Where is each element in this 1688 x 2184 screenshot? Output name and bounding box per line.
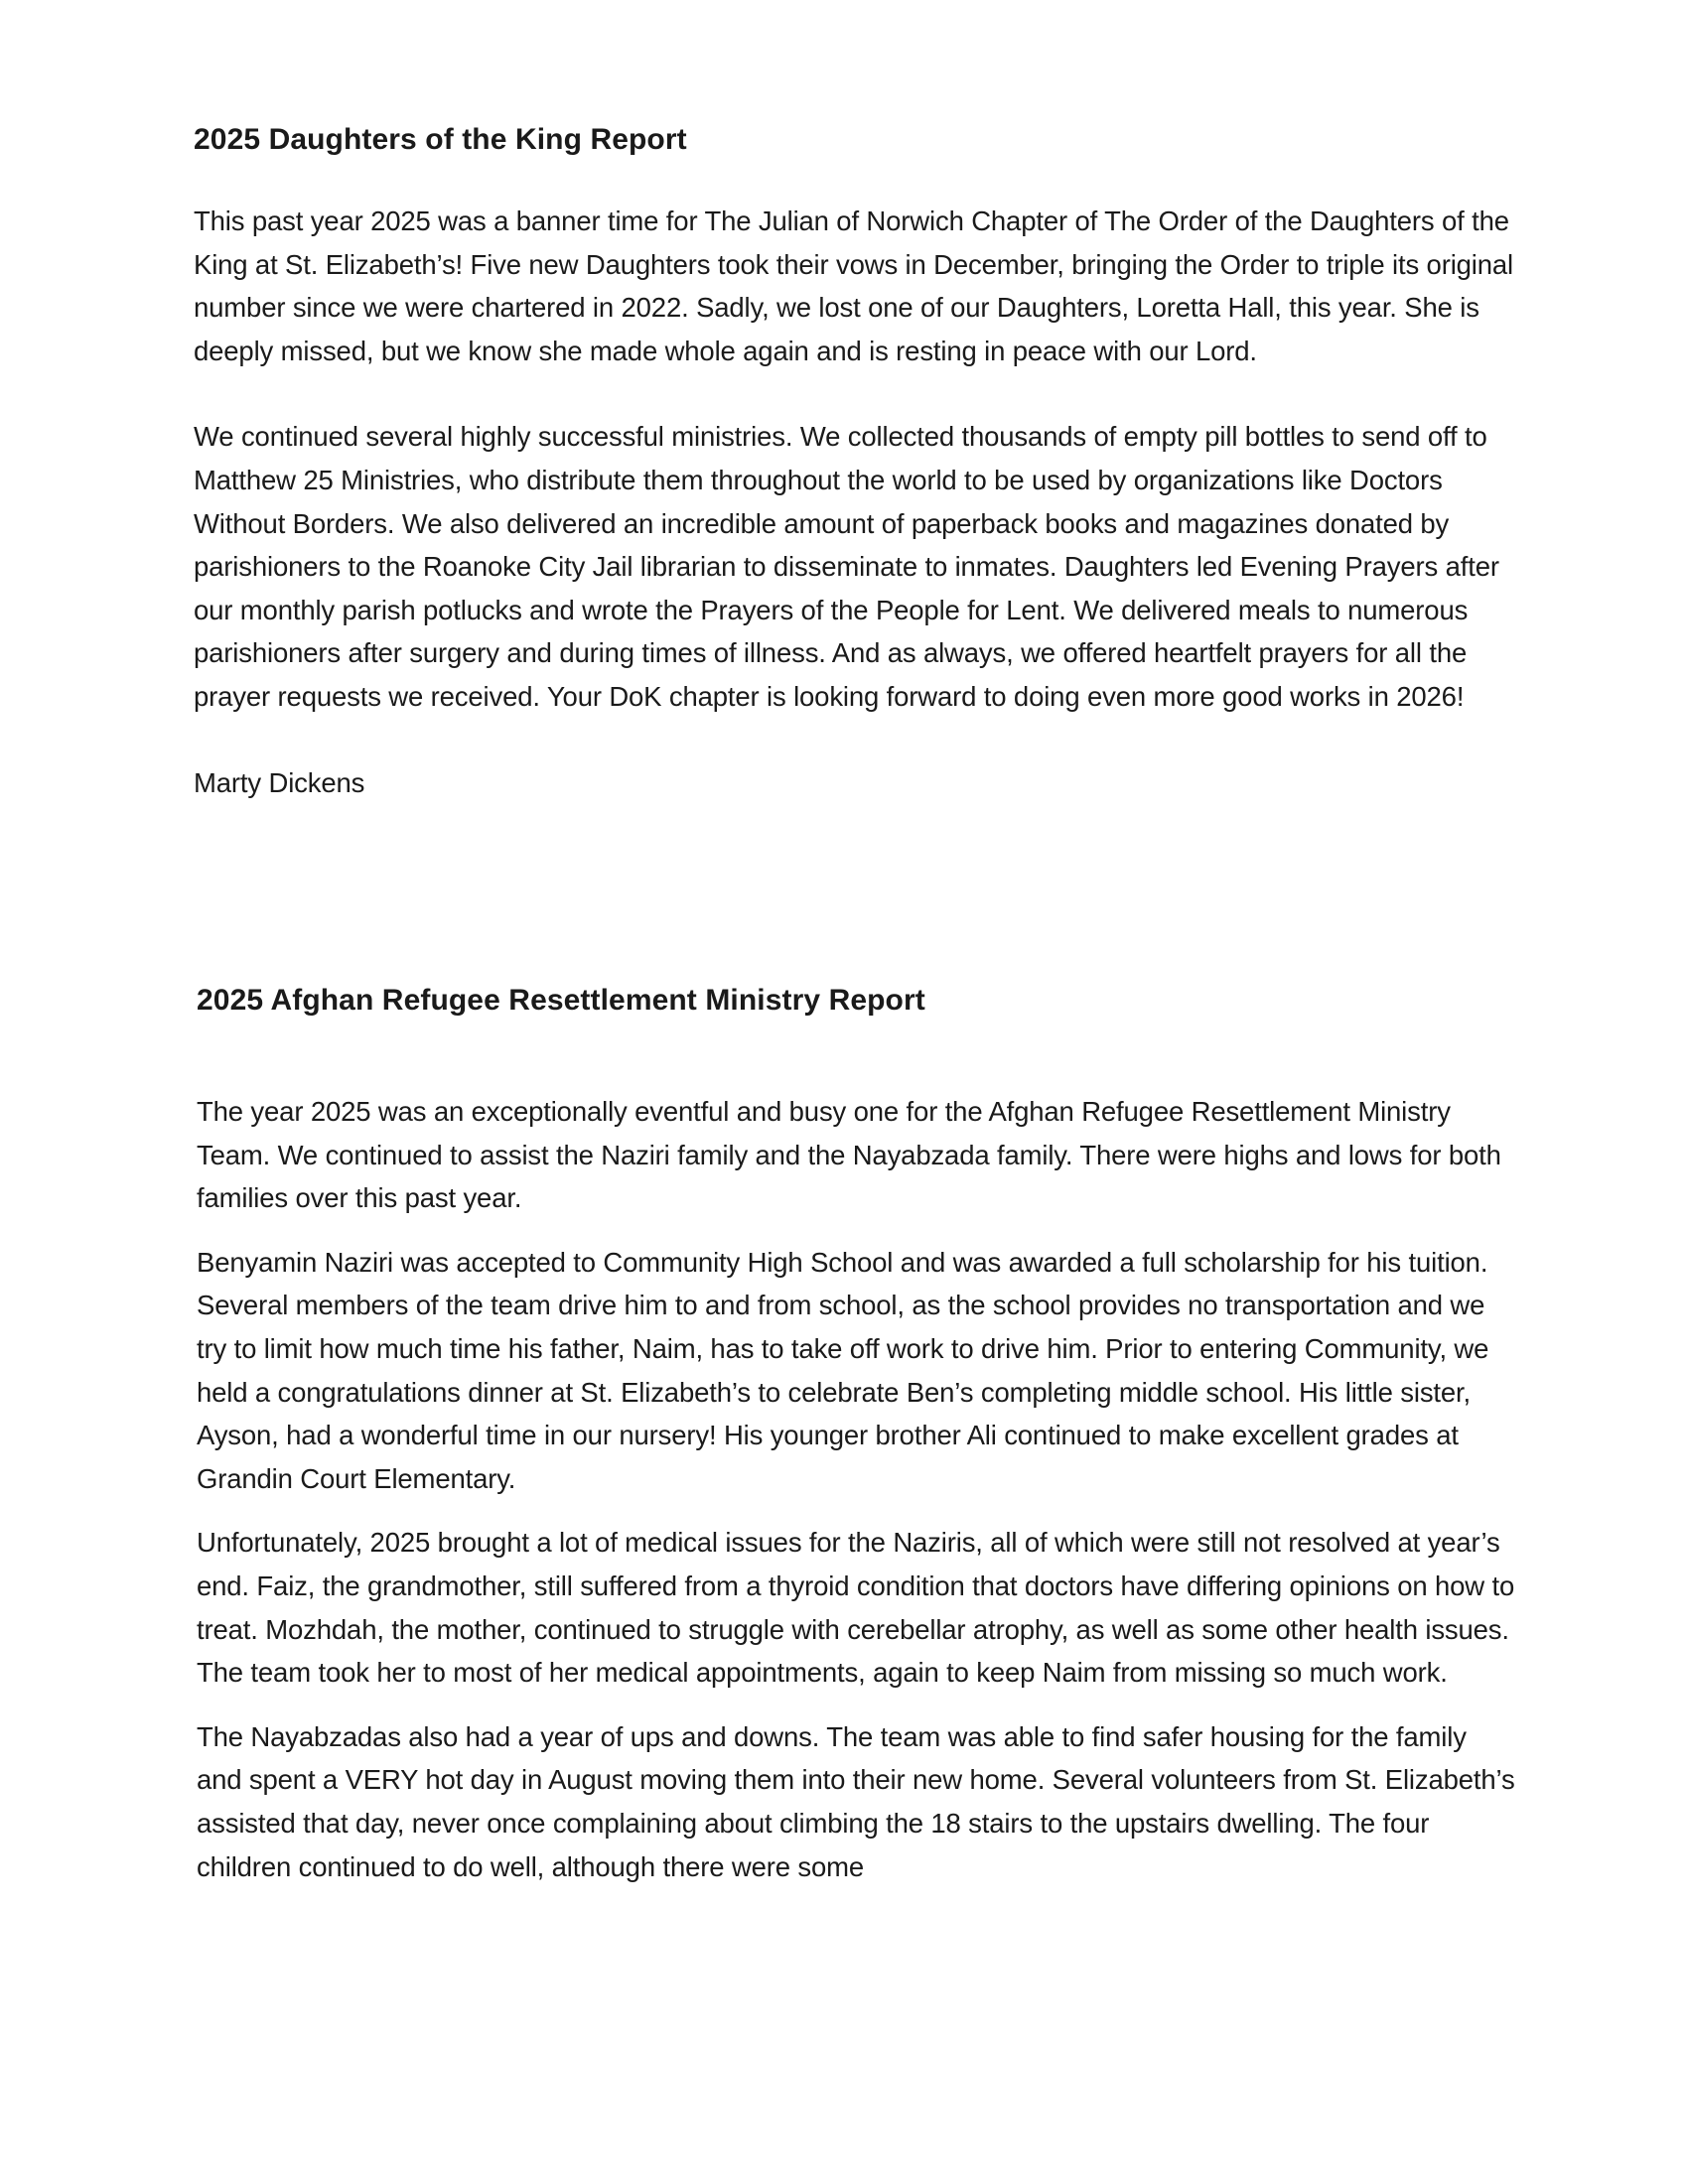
refugee-report-title: 2025 Afghan Refugee Resettlement Ministry Report [197, 984, 925, 1017]
dok-report-title: 2025 Daughters of the King Report [194, 123, 687, 156]
refugee-paragraph-3: Unfortunately, 2025 brought a lot of medical issues for the Naziris, all of which were still not resolved at year’s end. Faiz, the grandmother, still suffered from a thyroid condition that doctors have differing opinions on how to treat. Mozhdah, the mother, continued to struggle with cerebellar atrophy, as well as some other health issues. The team took her to most of her medical appointments, again to keep Naim from missing so much work. [197, 1527, 1515, 1689]
dok-paragraph-1: This past year 2025 was a banner time for The Julian of Norwich Chapter of The Order of the Daughters of the King at St. Elizabeth’s! Five new Daughters took their vows in December, bringing the Order to triple its original number since we were chartered in 2022. Sadly, we lost one of our Daughters, Loretta Hall, this year. She is deeply missed, but we know she made whole again and is resting in peace with our Lord. [194, 205, 1514, 366]
dok-signature: Marty Dickens [194, 766, 365, 798]
daughters-of-the-king-report [194, 122, 1514, 804]
refugee-paragraph-1: The year 2025 was an exceptionally eventful and busy one for the Afghan Refugee Resettlement Ministry Team. We continued to assist the Naziri family and the Nayabzada family. There were highs and lows for both families over this past year. [197, 1096, 1501, 1214]
dok-paragraph-2: We continued several highly successful ministries. We collected thousands of empty pill bottles to send off to Matthew 25 Ministries, who distribute them throughout the world to be used by organizations like Doctors Without Borders. We also delivered an incredible amount of paperback books and magazines donated by parishioners to the Roanoke City Jail librarian to disseminate to inmates. Daughters led Evening Prayers after our monthly parish potlucks and wrote the Prayers of the People for Lent. We delivered meals to numerous parishioners after surgery and during times of illness. And as always, we offered heartfelt prayers for all the prayer requests we received. Your DoK chapter is looking forward to doing even more good works in 2026! [194, 421, 1499, 712]
afghan-refugee-report [197, 983, 1517, 1909]
refugee-paragraph-2: Benyamin Naziri was accepted to Community High School and was awarded a full scholarship for his tuition. Several members of the team drive him to and from school, as the school provides no transportation and we try to limit how much time his father, Naim, has to take off work to drive him. Prior to entering Community, we held a congratulations dinner at St. Elizabeth’s to celebrate Ben’s completing middle school. His little sister, Ayson, had a wonderful time in our nursery! His younger brother Ali continued to make excellent grades at Grandin Court Elementary. [197, 1246, 1489, 1494]
refugee-paragraph-4: The Nayabzadas also had a year of ups and downs. The team was able to find safer housing for the family and spent a VERY hot day in August moving them into their new home. Several volunteers from St. Elizabeth’s assisted that day, never once complaining about climbing the 18 stairs to the upstairs dwelling. The four children continued to do well, although there were some [197, 1720, 1515, 1882]
